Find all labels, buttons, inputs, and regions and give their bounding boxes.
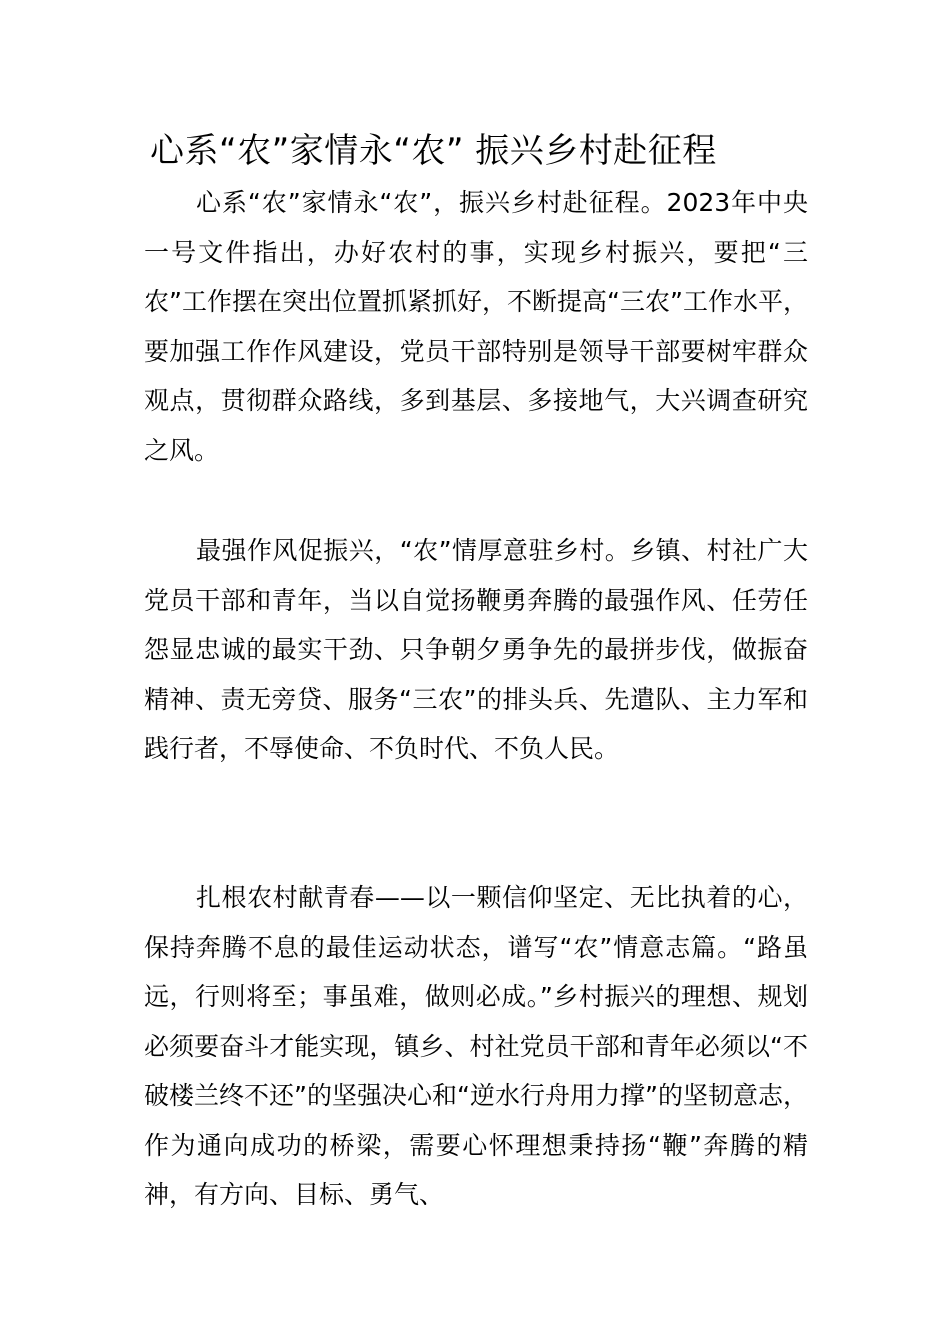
paragraph-1: 心系“农”家情永“农”，振兴乡村赴征程。2023年中央一号文件指出，办好农村的事，实现乡村振兴，要把“三农”工作摆在突出位置抓紧抓好，不断提高“三农”工作水平，要加强工作作风建设，党员干部特别是领导干部要树牢群众观点，贯彻群众路线，多到基层、多接地气，大兴调查研究之风。 <box>144 188 808 465</box>
paragraph-3: 扎根农村献青春——以一颗信仰坚定、无比执着的心，保持奔腾不息的最佳运动状态，谱写“农”情意志篇。“路虽远，行则将至；事虽难，做则必成。”乡村振兴的理想、规划必须要奋斗才能实现，镇乡、村社党员干部和青年必须以“不破楼兰终不还”的坚强决心和“逆水行舟用力撑”的坚韧意志，作为通向成功的桥梁，需要心怀理想秉持扬“鞭”奔腾的精神，有方向、目标、勇气、 <box>144 883 808 1209</box>
paragraph-2: 最强作风促振兴，“农”情厚意驻乡村。乡镇、村社广大党员干部和青年，当以自觉扬鞭勇奔腾的最强作风、任劳任怨显忠诚的最实干劲、只争朝夕勇争先的最拼步伐，做振奋精神、责无旁贷、服务“三农”的排头兵、先遣队、主力军和践行者，不辱使命、不负时代、不负人民。 <box>144 536 808 763</box>
document-title: 心系“农”家情永“农” 振兴乡村赴征程 <box>150 131 717 171</box>
